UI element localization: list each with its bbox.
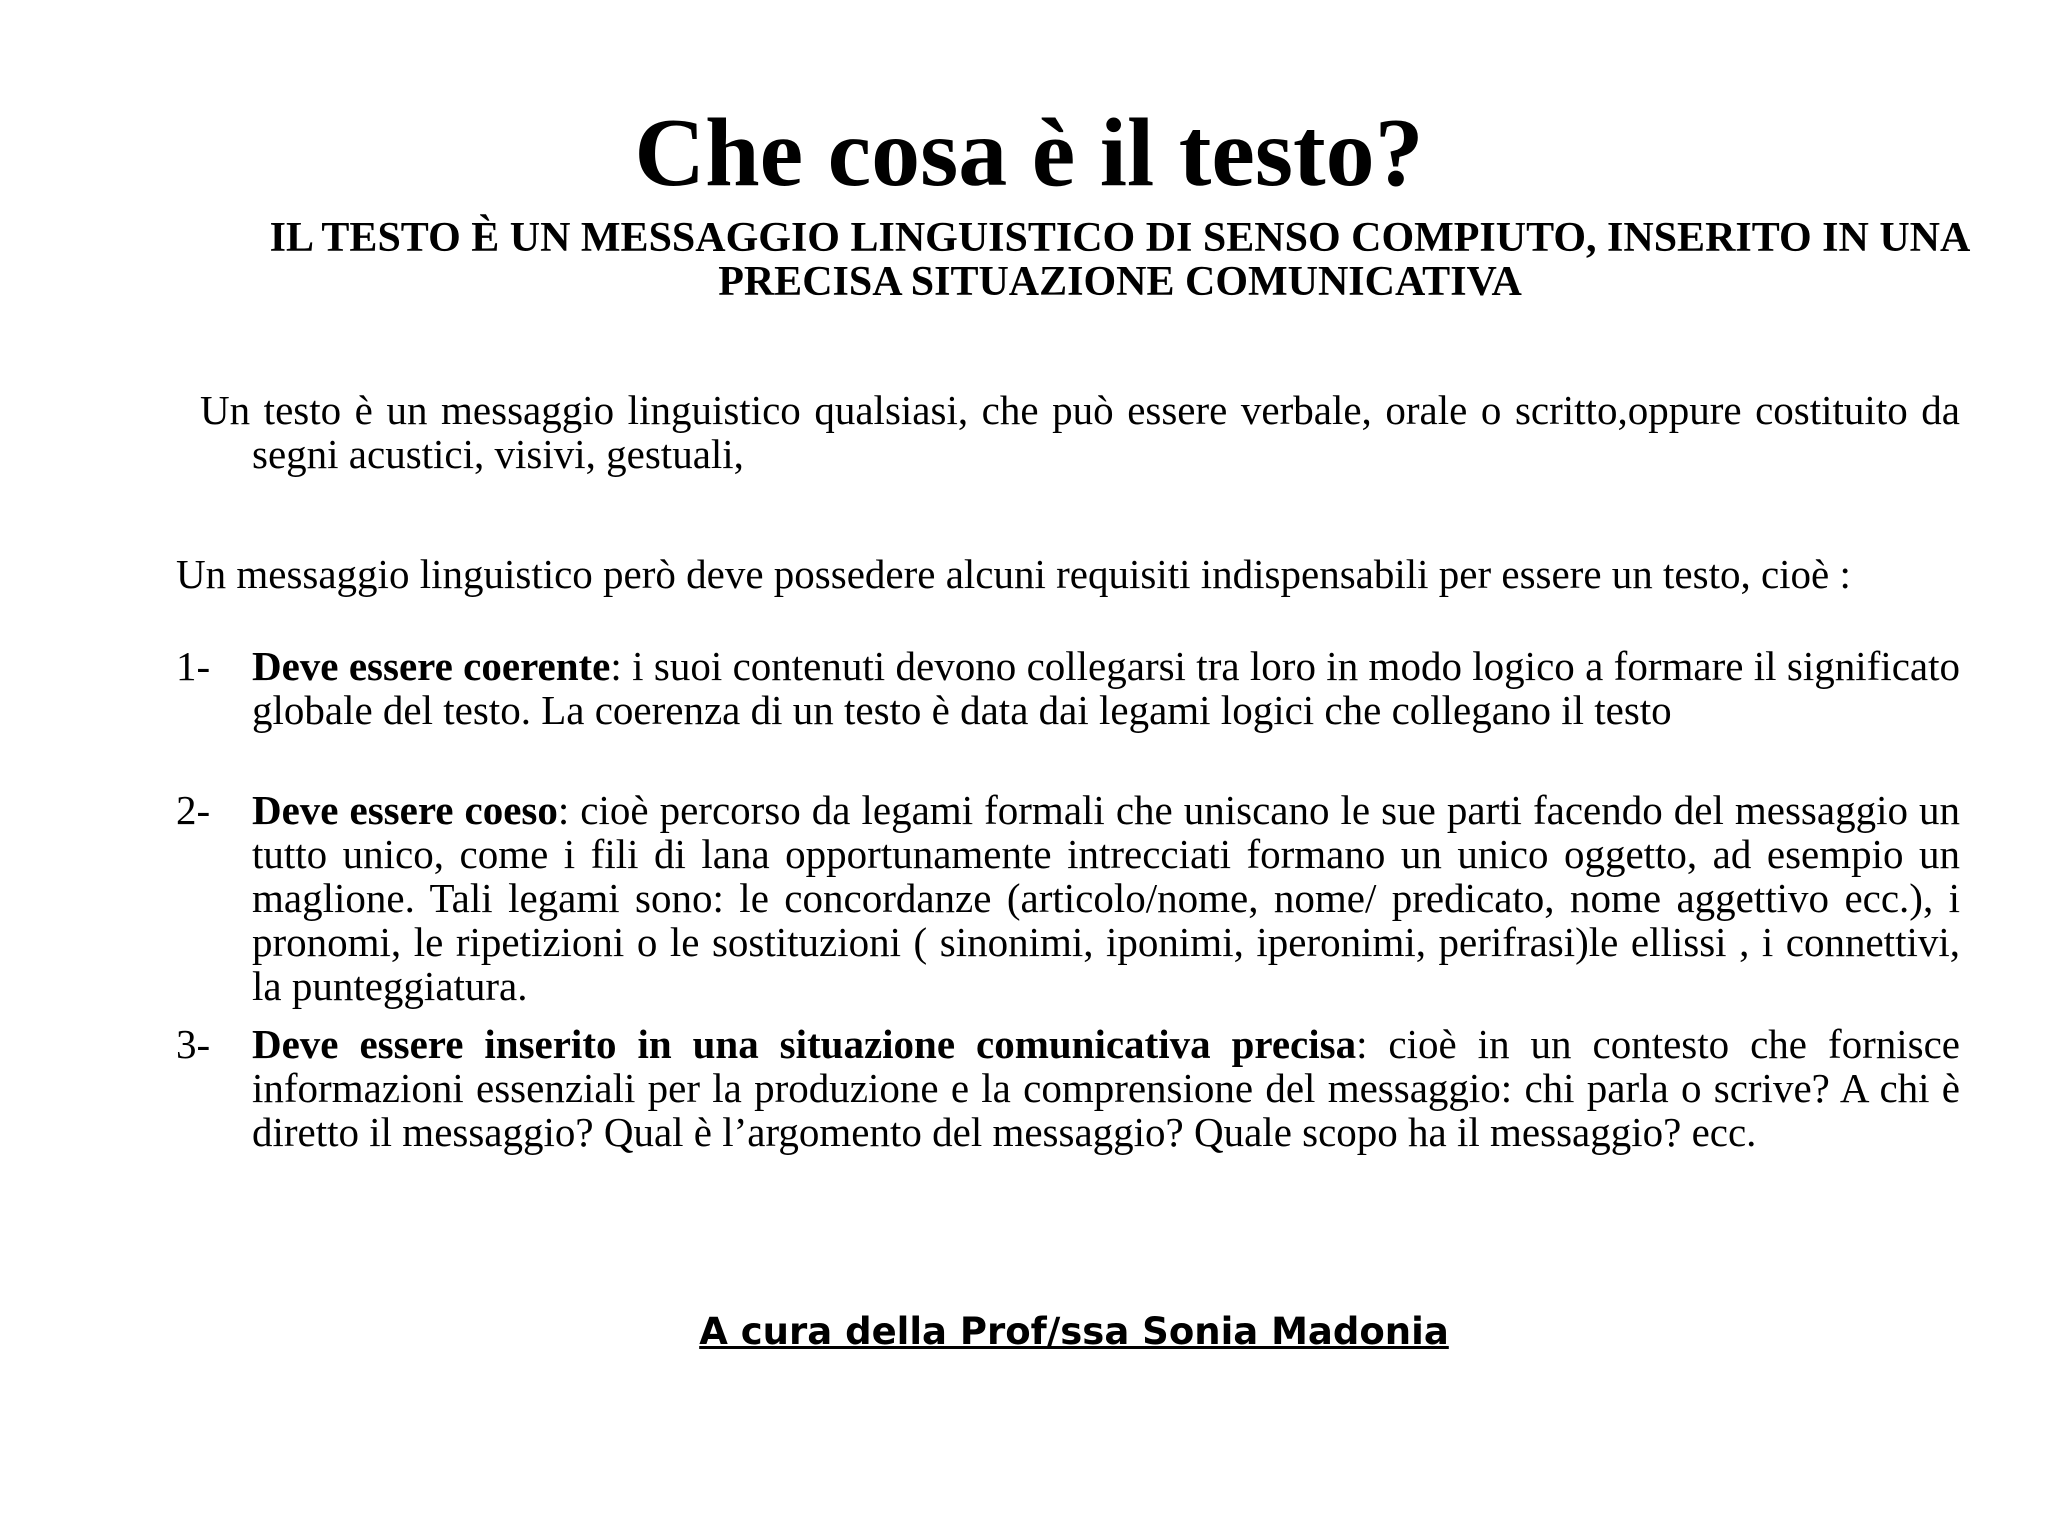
requirement-text: : cioè in un contesto che fornisce informazioni essenziali per la produzione e la comprensione del messaggio: chi parla o scrive? A chi è diretto il messaggio? Qual è l’argomento del messaggio? Quale scopo ha il messaggio? ecc. (252, 1021, 1960, 1155)
requirement-heading: Deve essere coerente (252, 643, 611, 689)
requirement-number: 3- (176, 1021, 211, 1067)
requirement-number: 1- (176, 643, 211, 689)
requirement-number: 2- (176, 787, 211, 833)
slide-title: Che cosa è il testo? (634, 99, 1424, 207)
author-credit: A cura della Prof/ssa Sonia Madonia (699, 1310, 1449, 1353)
requirements-intro-paragraph: Un messaggio linguistico però deve possedere alcuni requisiti indispensabili per essere un testo, cioè : (176, 551, 1851, 597)
requirement-text: : cioè percorso da legami formali che uniscano le sue parti facendo del messaggio un tutto unico, come i fili di lana opportunamente intrecciati formano un unico oggetto, ad esempio un maglione. Tali legami sono: le concordanze (articolo/nome, nome/ predicato, nome aggettivo ecc.), i pronomi, le ripetizioni o le sostituzioni ( sinonimi, iponimi, iperonimi, perifrasi)le ellissi , i connettivi, la punteggiatura. (252, 787, 1960, 1009)
slide-subtitle: IL TESTO È UN MESSAGGIO LINGUISTICO DI SENSO COMPIUTO, INSERITO IN UNA PRECISA SITUAZIONE COMUNICATIVA (269, 215, 1971, 305)
intro-paragraph: Un testo è un messaggio linguistico qualsiasi, che può essere verbale, orale o scritto,oppure costituito da segni acustici, visivi, gestuali, (200, 387, 1960, 477)
requirement-item-2 (176, 788, 1960, 1008)
requirement-heading: Deve essere coeso (252, 787, 558, 833)
requirement-text: : i suoi contenuti devono collegarsi tra loro in modo logico a formare il significato globale del testo. La coerenza di un testo è data dai legami logici che collegano il testo (252, 643, 1960, 733)
requirement-item-3 (176, 1022, 1960, 1154)
requirement-item-1 (176, 644, 1960, 732)
requirement-heading: Deve essere inserito in una situazione comunicativa precisa (252, 1021, 1357, 1067)
